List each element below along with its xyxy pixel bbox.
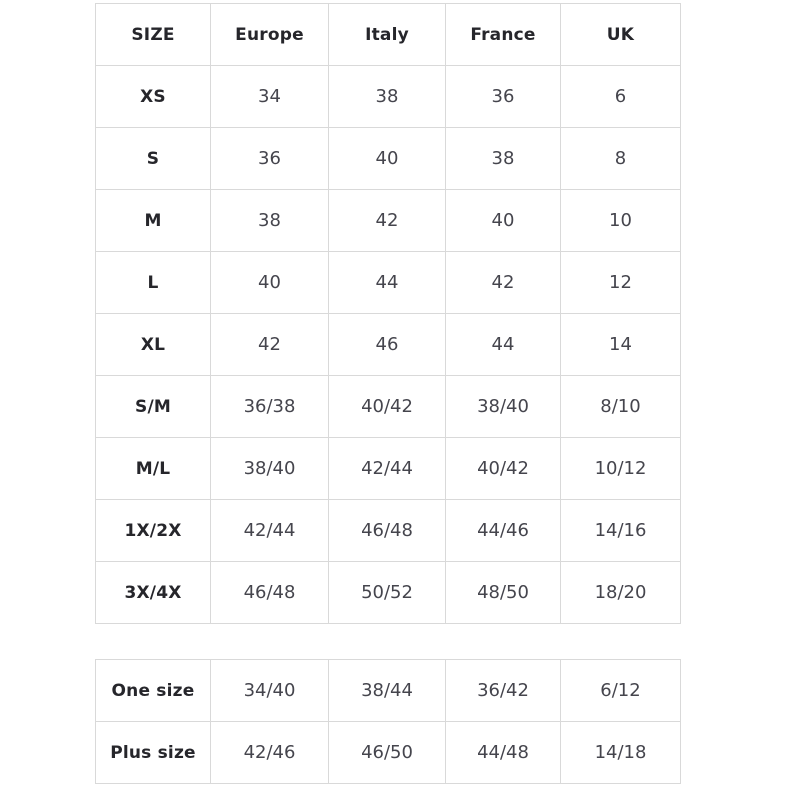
size-label: One size (96, 660, 211, 722)
europe-value: 38 (211, 190, 329, 252)
size-label: M/L (96, 438, 211, 500)
size-label: S (96, 128, 211, 190)
italy-value: 50/52 (329, 562, 446, 624)
size-conversion-table (95, 3, 681, 624)
europe-value: 46/48 (211, 562, 329, 624)
size-label: 1X/2X (96, 500, 211, 562)
size-label: Plus size (96, 722, 211, 784)
size-label: S/M (96, 376, 211, 438)
france-value: 36/42 (446, 660, 561, 722)
france-value: 44 (446, 314, 561, 376)
france-value: 40/42 (446, 438, 561, 500)
table-row (96, 190, 681, 252)
france-value: 48/50 (446, 562, 561, 624)
uk-value: 6/12 (561, 660, 681, 722)
europe-value: 34 (211, 66, 329, 128)
europe-value: 36 (211, 128, 329, 190)
uk-value: 14/18 (561, 722, 681, 784)
table-row (96, 660, 681, 722)
italy-value: 38 (329, 66, 446, 128)
table-row (96, 562, 681, 624)
uk-value: 6 (561, 66, 681, 128)
europe-value: 42 (211, 314, 329, 376)
uk-value: 10 (561, 190, 681, 252)
italy-value: 42/44 (329, 438, 446, 500)
italy-value: 40 (329, 128, 446, 190)
italy-value: 46/50 (329, 722, 446, 784)
size-label: 3X/4X (96, 562, 211, 624)
table-row (96, 500, 681, 562)
italy-value: 46/48 (329, 500, 446, 562)
france-value: 44/46 (446, 500, 561, 562)
uk-value: 14 (561, 314, 681, 376)
europe-value: 42/44 (211, 500, 329, 562)
uk-value: 12 (561, 252, 681, 314)
france-value: 38 (446, 128, 561, 190)
header-row (96, 4, 681, 66)
italy-value: 46 (329, 314, 446, 376)
table-row (96, 438, 681, 500)
europe-value: 42/46 (211, 722, 329, 784)
uk-value: 10/12 (561, 438, 681, 500)
france-value: 40 (446, 190, 561, 252)
italy-value: 40/42 (329, 376, 446, 438)
france-value: 36 (446, 66, 561, 128)
column-header-size: SIZE (96, 4, 211, 66)
table-row (96, 252, 681, 314)
column-header-italy: Italy (329, 4, 446, 66)
uk-value: 8/10 (561, 376, 681, 438)
italy-value: 42 (329, 190, 446, 252)
table-row (96, 722, 681, 784)
europe-value: 40 (211, 252, 329, 314)
table-row (96, 66, 681, 128)
table-row (96, 128, 681, 190)
uk-value: 14/16 (561, 500, 681, 562)
table-row (96, 314, 681, 376)
size-label: XL (96, 314, 211, 376)
europe-value: 36/38 (211, 376, 329, 438)
europe-value: 34/40 (211, 660, 329, 722)
size-label: L (96, 252, 211, 314)
table-row (96, 376, 681, 438)
europe-value: 38/40 (211, 438, 329, 500)
column-header-uk: UK (561, 4, 681, 66)
france-value: 42 (446, 252, 561, 314)
uk-value: 8 (561, 128, 681, 190)
italy-value: 44 (329, 252, 446, 314)
special-sizes-table (95, 659, 681, 784)
uk-value: 18/20 (561, 562, 681, 624)
column-header-france: France (446, 4, 561, 66)
column-header-europe: Europe (211, 4, 329, 66)
size-label: M (96, 190, 211, 252)
france-value: 44/48 (446, 722, 561, 784)
size-label: XS (96, 66, 211, 128)
italy-value: 38/44 (329, 660, 446, 722)
france-value: 38/40 (446, 376, 561, 438)
